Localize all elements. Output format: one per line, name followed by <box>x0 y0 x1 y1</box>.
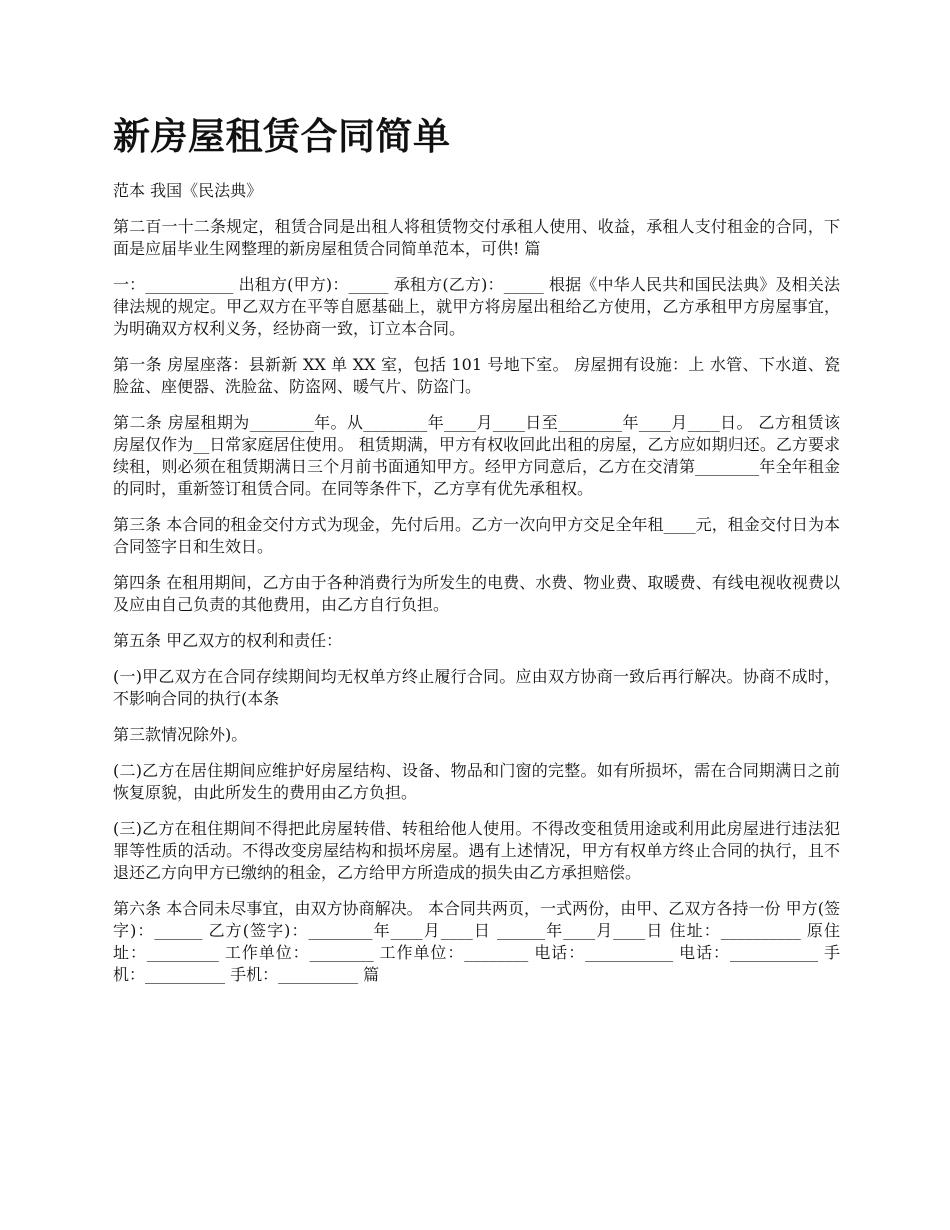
paragraph-article-1: 第一条 房屋座落：县新新 XX 单 XX 室，包括 101 号地下室。 房屋拥有设施：上 水管、下水道、瓷脸盆、座便器、洗脸盆、防盗网、暖气片、防盗门。 <box>113 355 840 396</box>
paragraph-clause-2: (二)乙方在居住期间应维护好房屋结构、设备、物品和门窗的完整。如有所损坏，需在合同期满日之前恢复原貌，由此所发生的费用由乙方负担。 <box>113 761 840 802</box>
paragraph-clause-3: (三)乙方在租住期间不得把此房屋转借、转租给他人使用。不得改变租赁用途或利用此房屋进行违法犯罪等性质的活动。不得改变房屋结构和损坏房屋。遇有上述情况，甲方有权单方终止合同的执行，且不退还乙方向甲方已缴纳的租金，乙方给甲方所造成的损失由乙方承担赔偿。 <box>113 819 840 882</box>
paragraph-article-6-signatures: 第六条 本合同未尽事宜，由双方协商解决。 本合同共两页，一式两份，由甲、乙双方各持一份 甲方(签字)：______ 乙方(签字)：________年____月____日 ______年____月____日 住址：__________ 原住址：_________ 工作单位：________ 工作单位：________ 电话：___________ 电话：___________ 手机：__________ 手机：__________ 篇 <box>113 899 840 984</box>
paragraph-article-5: 第五条 甲乙双方的权利和责任： <box>113 631 343 650</box>
paragraph-article-4: 第四条 在租用期间，乙方由于各种消费行为所发生的电费、水费、物业费、取暖费、有线电视收视费以及应由自己负责的其他费用，由乙方自行负担。 <box>113 573 840 614</box>
document-title: 新房屋租赁合同简单 <box>113 114 451 158</box>
paragraph-article-3: 第三条 本合同的租金交付方式为现金，先付后用。乙方一次向甲方交足全年租____元，租金交付日为本合同签字日和生效日。 <box>113 515 840 556</box>
paragraph-article-2: 第二条 房屋租期为________年。从________年____月____日至________年____月____日。 乙方租赁该房屋仅作为__日常家庭居住使用。 租赁期满，甲方有权收回此出租的房屋，乙方应如期归还。乙方要求续租，则必须在租赁期满日三个月前书面通知甲方。经甲方同意后，乙方在交清第________年全年租金的同时，重新签订租赁合同。在同等条件下，乙方享有优先承租权。 <box>113 413 840 498</box>
paragraph-clause-1-cont: 第三款情况除外)。 <box>113 725 248 744</box>
paragraph-intro-body: 第二百一十二条规定，租赁合同是出租人将租赁物交付承租人使用、收益，承租人支付租金的合同，下面是应届毕业生网整理的新房屋租赁合同简单范本，可供! 篇 <box>113 217 840 258</box>
paragraph-clause-1: (一)甲乙双方在合同存续期间均无权单方终止履行合同。应由双方协商一致后再行解决。协商不成时，不影响合同的执行(本条 <box>113 667 840 708</box>
paragraph-intro-source: 范本 我国《民法典》 <box>113 181 263 200</box>
paragraph-parties: 一：___________ 出租方(甲方)：_____ 承租方(乙方)：_____ 根据《中华人民共和国民法典》及相关法律法规的规定。甲乙双方在平等自愿基础上，就甲方将房屋出租给乙方使用，乙方承租甲方房屋事宜，为明确双方权利义务，经协商一致，订立本合同。 <box>113 275 840 338</box>
